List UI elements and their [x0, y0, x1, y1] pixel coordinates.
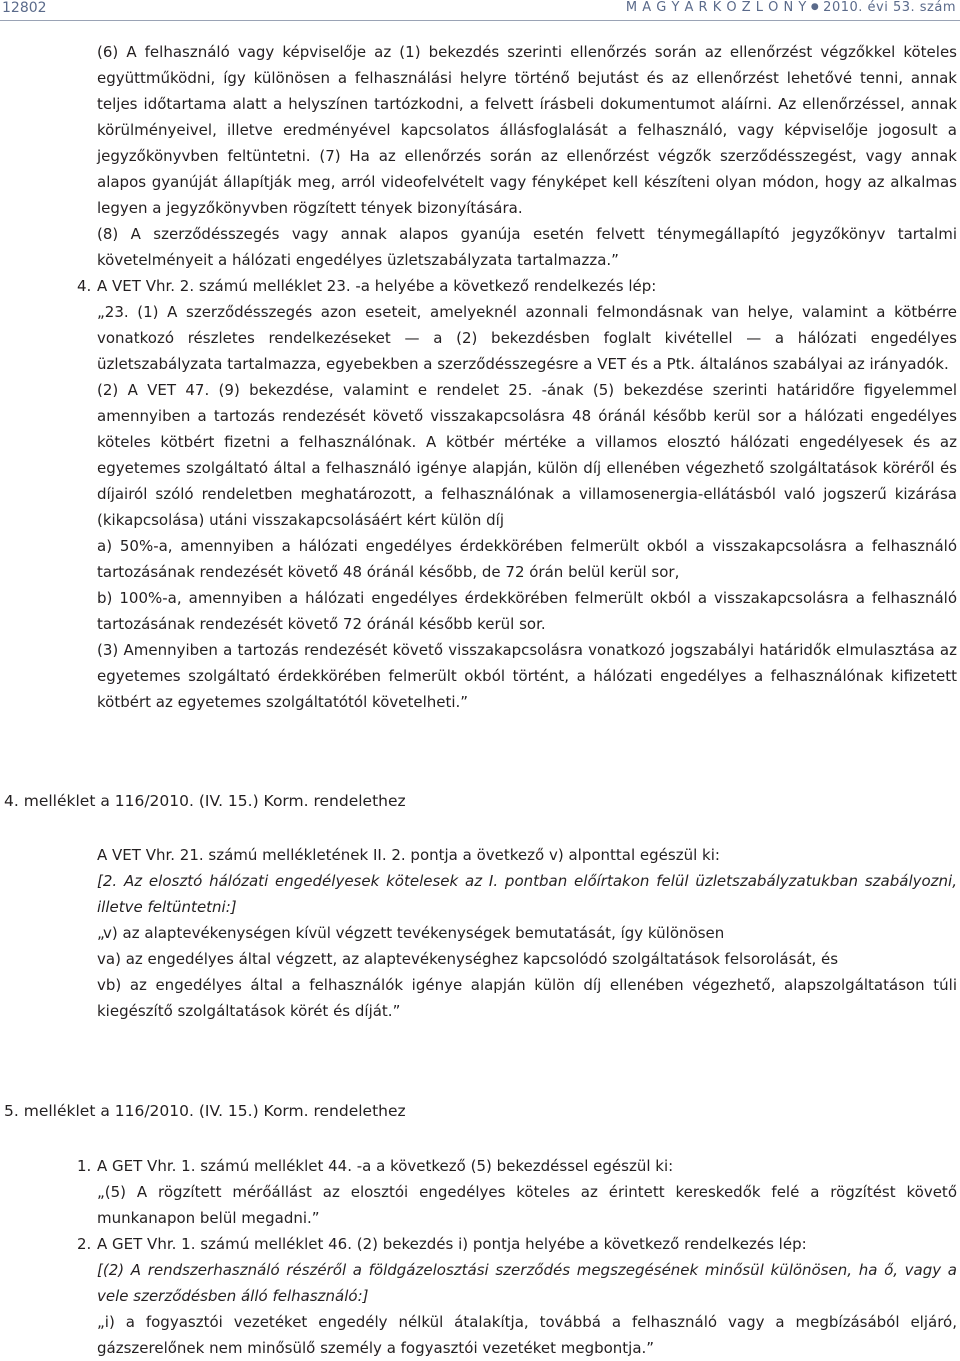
journal-name: M A G Y A R K Ö Z L Ö N Y [625, 0, 807, 15]
annex-4-italic-quote [97, 868, 957, 920]
section-23-1: „23. (1) A szerződésszegés azon eseteit, amelyeknél azonnali felmondásnak van helye, valamint a kötbérre vonatkozó részletes rendelkezéseket — a (2) bekezdésben foglalt kivétellel — a hálózati engedélyes üzletszabályzata tartalmazza, egyebekben a szerződésszegésre a VET és a Ptk. általános szabályai az irányadók. [97, 303, 957, 373]
header-rule [0, 20, 960, 21]
annex-5-item-2-i: „i) a fogyasztói vezetéket engedély nélkül átalakítja, továbbá a felhasználó vagy a megbízásából eljáró, gázszerelőnek nem minősülő személy a fogyasztói vezetéket megbontja.” [97, 1313, 957, 1357]
section-23-a: a) 50%-a, amennyiben a hálózati engedélyes érdekkörében felmerült okból a visszakapcsolásra a felhasználó tartozásának rendezését követő 48 óránál később, de 72 órán belül kerül sor, [97, 537, 957, 581]
paragraph-6-7: (6) A felhasználó vagy képviselője az (1) bekezdés szerinti ellenőrzés során az ellenőrzést végzőkkel köteles együttműködni, így különösen a felhasználási helyre történő bejutást és az ellenőrzést lehetővé tenni, annak teljes időtartama alatt a helyszínen tartózkodni, a felvett írásbeli dokumentumot aláírni. Az ellenőrzéssel, annak körülményeivel, illetve eredményével kapcsolatos állásfoglalását a felhasználó, vagy képviselője jogosult a jegyzőkönyvben feltüntetni. (7) Ha az ellenőrzés során az ellenőrzést végzők szerződésszegést, vagy annak alapos gyanúját állapítják meg, arról videofelvételt vagy fényképet kell készíteni olyan módon, hogy az alkalmas legyen a jegyzőkönyvben rögzített tények bizonyítására. [97, 43, 957, 217]
annex-5-item-1-text: A GET Vhr. 1. számú melléklet 44. -a a következő (5) bekezdéssel egészül ki: [97, 1157, 674, 1175]
item-4-number: 4. [77, 277, 92, 295]
section-23-2: (2) A VET 47. (9) bekezdése, valamint e rendelet 25. -ának (5) bekezdése szerinti határidőre figyelemmel amennyiben a tartozás rendezését követő visszakapcsolásra 48 óránál később kerül sor a hálózati engedélyes köteles kötbért fizetni a felhasználónak. A kötbér mértéke a villamos elosztó hálózati engedélyesek és az egyetemes szolgáltató által a felhasználó igénye alapján, külön díj ellenében végezhető szolgáltatások köréről és díjairól szóló rendeletben meghatározott, a felhasználónak a villamosenergia-ellátásból való jogszerű kizárása (kikapcsolása) utáni visszakapcsolásáért kért külön díj [97, 381, 957, 529]
paragraph-8: (8) A szerződésszegés vagy annak alapos gyanúja esetén felvett ténymegállapító jegyzőkönyv tartalmi követelményeit a hálózati engedélyes üzletszabályzata tartalmazza.” [97, 225, 957, 269]
annex-4-heading: 4. melléklet a 116/2010. (IV. 15.) Korm. rendelethez [4, 792, 406, 810]
item-4-text: A VET Vhr. 2. számú melléklet 23. -a helyébe a következő rendelkezés lép: [97, 277, 657, 295]
annex-5-item-2-italic [97, 1257, 957, 1309]
section-23-3: (3) Amennyiben a tartozás rendezését követő visszakapcsolásra vonatkozó jogszabályi határidők elmulasztása az egyetemes szolgáltató érdekkörében felmerült okból történt, a hálózati engedélyes a felhasználónak kifizetett kötbért az egyetemes szolgáltatótól követelheti.” [97, 641, 957, 711]
annex-5-heading: 5. melléklet a 116/2010. (IV. 15.) Korm. rendelethez [4, 1102, 406, 1120]
annex-4-item-vb: vb) az engedélyes által a felhasználók igénye alapján külön díj ellenében végezhető, alapszolgáltatáson túli kiegészítő szolgáltatások körét és díját.” [97, 976, 957, 1020]
annex-4-item-va: va) az engedélyes által végzett, az alaptevékenységhez kapcsolódó szolgáltatások felsorolását, és [97, 950, 839, 968]
annex-5-item-2-number: 2. [77, 1235, 92, 1253]
page-header [0, 0, 960, 20]
annex-4-intro: A VET Vhr. 21. számú mellékletének II. 2. pontja a övetkező v) alponttal egészül ki: [97, 846, 720, 864]
journal-title [626, 0, 956, 15]
italic-text: [(2) A rendszerhasználó részéről a földgázelosztási szerződés megszegésének minősül különösen, ha ő, vagy a vele szerződésben álló felhasználó:] [97, 1261, 957, 1305]
journal-issue: 2010. évi 53. szám [823, 0, 956, 15]
annex-4-item-v: „v) az alaptevékenységen kívül végzett tevékenységek bemutatását, így különösen [97, 924, 725, 942]
annex-5-item-1-number: 1. [77, 1157, 92, 1175]
bullet-icon: ● [810, 2, 820, 12]
annex-5-item-1-quote: „(5) A rögzített mérőállást az elosztói engedélyes köteles az érintett kereskedők felé a rögzítést követő munkanapon belül megadni.” [97, 1183, 957, 1227]
section-23-b: b) 100%-a, amennyiben a hálózati engedélyes érdekkörében felmerült okból a visszakapcsolásra a felhasználó tartozásának rendezését követő 72 óránál később kerül sor. [97, 589, 957, 633]
italic-text: [2. Az elosztó hálózati engedélyesek kötelesek az I. pontban előírtakon felül üzletszabályzatukban szabályozni, illetve feltüntetni:] [97, 872, 957, 916]
annex-5-item-2-text: A GET Vhr. 1. számú melléklet 46. (2) bekezdés i) pontja helyébe a következő rendelkezés lép: [97, 1235, 807, 1253]
page-number: 12802 [2, 0, 47, 16]
